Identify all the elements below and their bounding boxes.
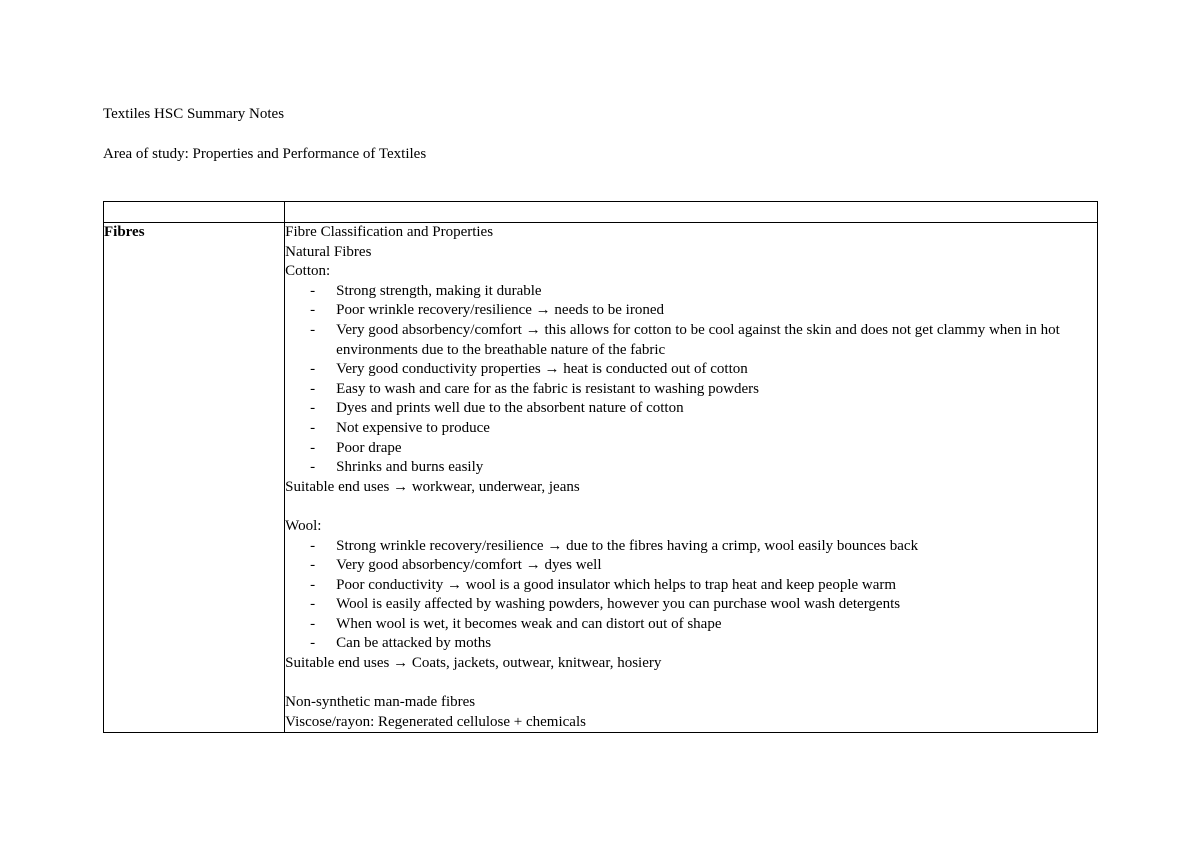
- list-item: [285, 301, 1097, 321]
- list-item-text: Wool is easily affected by washing powders, however you can purchase wool wash detergents: [336, 596, 901, 613]
- list-item: [285, 321, 1097, 360]
- blank-line: [285, 497, 1097, 517]
- bullet-dash: -: [310, 282, 316, 299]
- list-item-text: Strong strength, making it durable: [336, 282, 542, 299]
- header-cell-1: [104, 202, 285, 223]
- cotton-end-uses: Suitable end uses → workwear, underwear, jeans: [285, 478, 580, 495]
- bullet-dash: -: [310, 361, 316, 378]
- list-item: [285, 595, 1097, 615]
- list-item: [285, 399, 1097, 419]
- bullet-dash: -: [310, 439, 316, 456]
- bullet-dash: -: [310, 380, 316, 397]
- list-item: [285, 419, 1097, 439]
- list-item: [285, 556, 1097, 576]
- bullet-dash: -: [310, 400, 316, 417]
- document-title: Textiles HSC Summary Notes: [103, 106, 285, 122]
- list-item: [285, 634, 1097, 654]
- bullet-dash: -: [310, 615, 316, 632]
- list-item: [285, 458, 1097, 478]
- bullet-dash: -: [310, 321, 316, 338]
- list-item-text: Strong wrinkle recovery/resilience → due to the fibres having a crimp, wool easily bounces back: [336, 537, 919, 554]
- list-item-text: Poor conductivity → wool is a good insulator which helps to trap heat and keep people warm: [336, 576, 897, 593]
- list-item: [285, 360, 1097, 380]
- list-item: [285, 282, 1097, 302]
- list-item-text: Very good absorbency/comfort → dyes well: [336, 557, 602, 574]
- list-item-text: Dyes and prints well due to the absorbent nature of cotton: [336, 400, 684, 417]
- list-item-text: Easy to wash and care for as the fabric is resistant to washing powders: [336, 380, 759, 397]
- list-item-text: Can be attacked by moths: [336, 635, 492, 652]
- blank-line: [285, 674, 1097, 694]
- list-item: [285, 615, 1097, 635]
- list-item-text: Not expensive to produce: [336, 419, 490, 436]
- list-item-text: Poor drape: [336, 439, 402, 456]
- row-label-fibres: Fibres: [104, 223, 285, 733]
- list-item-text: When wool is wet, it becomes weak and can distort out of shape: [336, 615, 722, 632]
- list-item: [285, 380, 1097, 400]
- fibres-content-cell: [285, 223, 1098, 733]
- cotton-heading: Cotton:: [285, 263, 331, 280]
- viscose-line: Viscose/rayon: Regenerated cellulose + chemicals: [285, 713, 586, 730]
- table-header-row: [104, 202, 1098, 223]
- non-synthetic-heading: Non-synthetic man-made fibres: [285, 694, 476, 711]
- bullet-dash: -: [310, 596, 316, 613]
- natural-fibres-heading: Natural Fibres: [285, 243, 372, 260]
- header-cell-2: [285, 202, 1098, 223]
- bullet-dash: -: [310, 635, 316, 652]
- list-item: [285, 439, 1097, 459]
- section-heading: Fibre Classification and Properties: [285, 224, 494, 240]
- document-subtitle: Area of study: Properties and Performance of Textiles: [103, 146, 427, 162]
- wool-heading: Wool:: [285, 517, 322, 534]
- bullet-dash: -: [310, 557, 316, 574]
- bullet-dash: -: [310, 302, 316, 319]
- bullet-dash: -: [310, 459, 316, 476]
- bullet-dash: -: [310, 537, 316, 554]
- bullet-dash: -: [310, 576, 316, 593]
- notes-table: [103, 201, 1098, 733]
- list-item-text: Shrinks and burns easily: [336, 459, 484, 476]
- bullet-dash: -: [310, 419, 316, 436]
- cotton-properties-list: [285, 282, 1097, 478]
- wool-end-uses: Suitable end uses → Coats, jackets, outwear, knitwear, hosiery: [285, 655, 662, 672]
- list-item: [285, 576, 1097, 596]
- table-row: [104, 223, 1098, 733]
- list-item-text: Poor wrinkle recovery/resilience → needs to be ironed: [336, 302, 664, 319]
- list-item: [285, 537, 1097, 557]
- list-item-text: Very good absorbency/comfort → this allows for cotton to be cool against the skin and does not get clammy when in hot environments due to the breathable nature of the fabric: [336, 321, 1060, 358]
- wool-properties-list: [285, 537, 1097, 655]
- list-item-text: Very good conductivity properties → heat is conducted out of cotton: [336, 361, 748, 378]
